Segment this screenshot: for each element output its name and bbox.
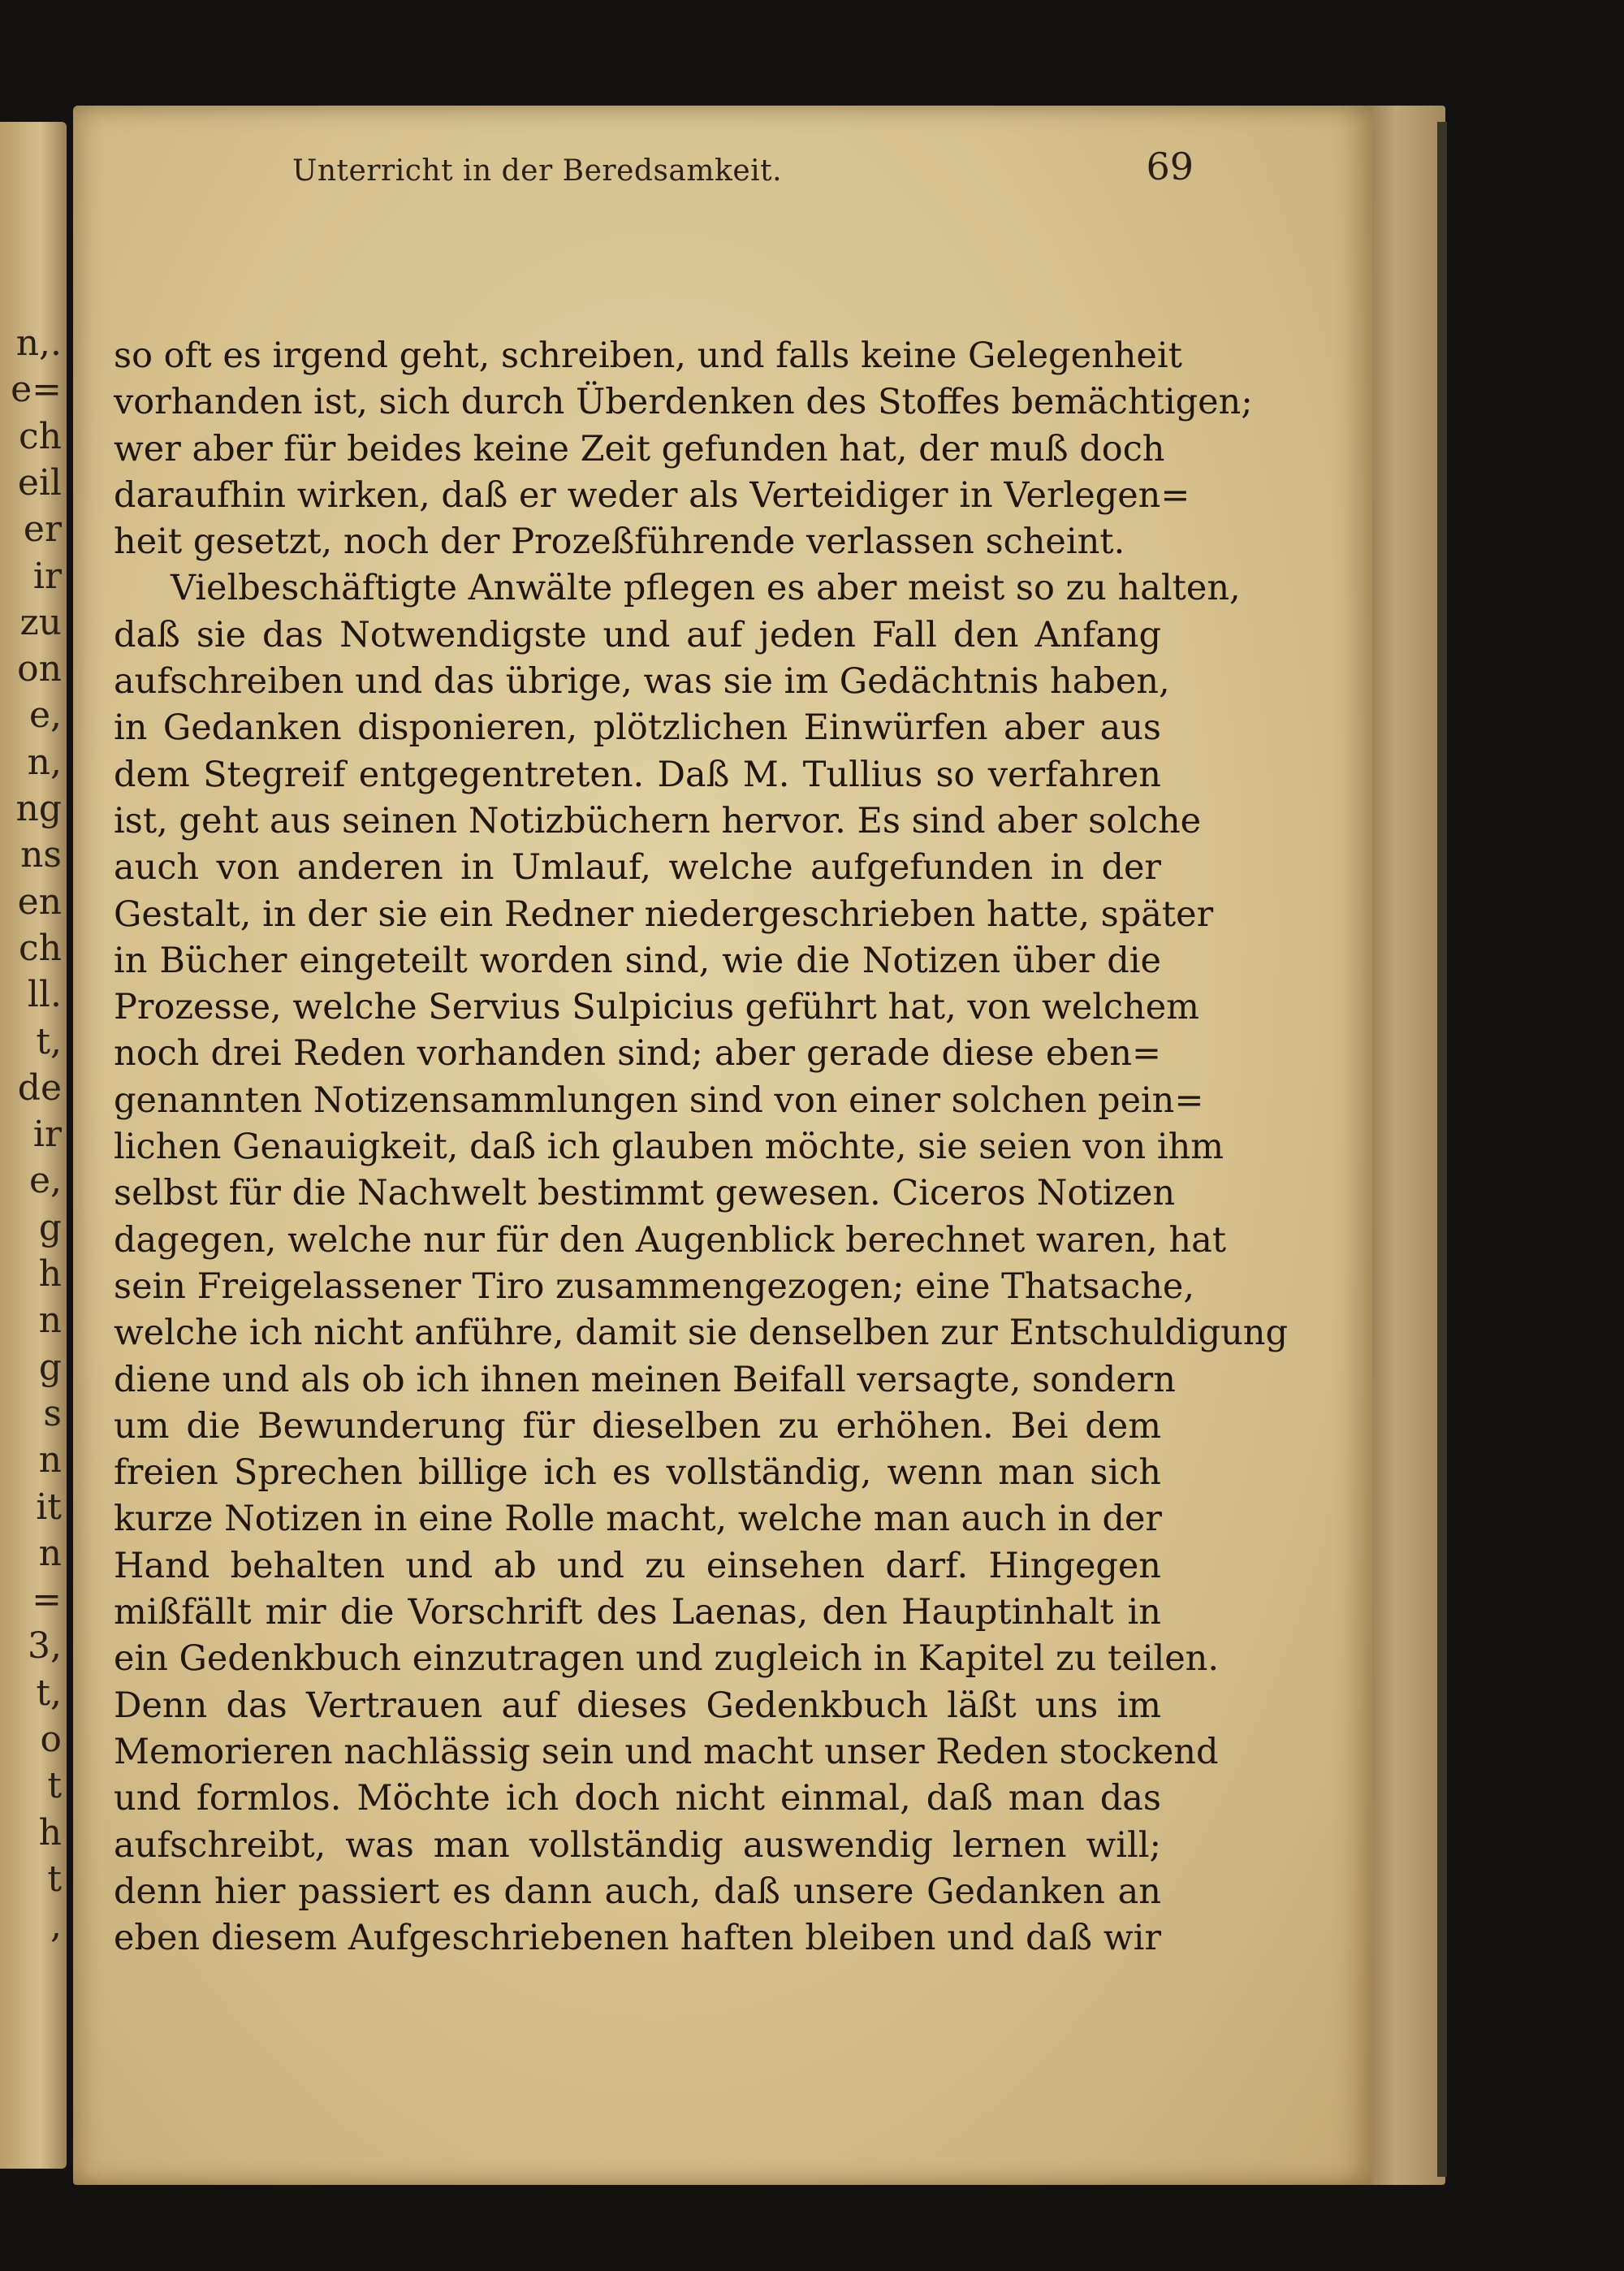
left-page-edge [0,122,67,2169]
left-page-fragment: , [50,1905,62,1947]
text-line: genannten Notizensammlungen sind von einer solchen pein= [114,1079,1204,1121]
text-line: Vielbeschäftigte Anwälte pflegen es aber meist so zu halten, [171,568,1241,609]
text-line: aufschreibt, was man vollständig auswendig lernen will; [114,1824,1161,1866]
text-line: sein Freigelassener Tiro zusammengezogen; eine Thatsache, [114,1265,1195,1307]
text-line: lichen Genauigkeit, daß ich glauben möchte, sie seien von ihm [114,1127,1224,1168]
left-page-fragment: h [38,1811,62,1854]
left-page-fragment: de [17,1066,62,1109]
left-page-fragment: t, [36,1020,62,1062]
left-page-fragment: g [38,1346,62,1388]
text-line: dem Stegreif entgegentreten. Daß M. Tullius so verfahren [114,754,1161,795]
left-page-fragment: ng [15,788,62,829]
left-page-fragment: s [43,1392,62,1434]
text-line: Denn das Vertrauen auf dieses Gedenkbuch läßt uns im [114,1685,1161,1726]
text-line: Hand behalten und ab und zu einsehen darf. Hingegen [114,1545,1161,1586]
text-line: so oft es irgend geht, schreiben, und falls keine Gelegenheit [114,335,1182,376]
text-line: in Gedanken disponieren, plötzlichen Einwürfen aber aus [114,707,1161,749]
left-page-fragment: it [36,1486,62,1528]
left-page-fragment: n,. [15,322,62,364]
left-page-fragment: ir [32,555,62,597]
text-line: daß sie das Notwendigste und auf jeden Fall den Anfang [114,614,1161,655]
left-page-fragment: h [38,1253,62,1295]
text-line: Gestalt, in der sie ein Redner niedergeschrieben hatte, später [114,893,1214,935]
text-line: ein Gedenkbuch einzutragen und zugleich in Kapitel zu teilen. [114,1638,1220,1680]
left-page-fragment: n [38,1300,62,1342]
left-page-fragment: e= [11,369,62,411]
page-header [81,145,1194,201]
left-page-fragment: t, [36,1672,62,1714]
left-page-fragment: ns [20,834,62,876]
text-line: freien Sprechen billige ich es vollständig, wenn man sich [114,1452,1161,1494]
left-page-fragment: eil [17,461,62,504]
text-line: eben diesem Aufgeschriebenen haften bleiben und daß wir [114,1918,1161,1959]
left-page-fragment: e, [28,694,62,737]
left-page-fragment: ir [32,1114,62,1156]
body-text [114,333,1289,1962]
left-page-fragment: n [38,1439,62,1482]
text-line: mißfällt mir die Vorschrift des Laenas, den Hauptinhalt in [114,1592,1161,1633]
text-line: noch drei Reden vorhanden sind; aber gerade diese eben= [114,1033,1161,1075]
text-line: Prozesse, welche Servius Sulpicius geführt hat, von welchem [114,987,1199,1028]
text-line: auch von anderen in Umlauf, welche aufgefunden in der [114,847,1161,889]
text-line: daraufhin wirken, daß er weder als Verteidiger in Verlegen= [114,474,1190,516]
running-head: Unterricht in der Beredsamkeit. [292,154,783,188]
left-page-fragment: en [17,880,62,923]
left-page-fragment: er [23,508,62,551]
left-page-fragment: t [47,1765,62,1807]
text-line: diene und als ob ich ihnen meinen Beifall versagte, sondern [114,1359,1176,1400]
left-page-fragment: ch [19,927,62,969]
left-page-fragment: ll. [27,974,62,1016]
left-page-fragment: 3, [28,1625,62,1668]
text-line: wer aber für beides keine Zeit gefunden hat, der muß doch [114,428,1165,469]
text-line: Memorieren nachlässig sein und macht unser Reden stockend [114,1731,1219,1772]
text-line: vorhanden ist, sich durch Überdenken des Stoffes bemächtigen; [114,382,1253,423]
text-line: welche ich nicht anführe, damit sie denselben zur Entschuldigung [114,1313,1289,1354]
text-line: ist, geht aus seinen Notizbüchern hervor. Es sind aber solche [114,800,1202,841]
text-line: heit gesetzt, noch der Prozeßführende verlassen scheint. [114,521,1125,563]
left-page-fragment: o [40,1719,62,1760]
left-page-fragment: t [47,1858,62,1900]
text-line: selbst für die Nachwelt bestimmt gewesen. Ciceros Notizen [114,1173,1176,1214]
left-page-fragment: n, [27,741,62,783]
book-cover-edge [1437,122,1447,2177]
text-line: kurze Notizen in eine Rolle macht, welche man auch in der [114,1499,1162,1540]
left-page-fragment: ch [19,415,62,457]
text-line: denn hier passiert es dann auch, daß unsere Gedanken an [114,1871,1161,1912]
left-page-fragment: g [38,1206,62,1248]
text-line: um die Bewunderung für dieselben zu erhöhen. Bei dem [114,1405,1161,1447]
left-page-fragment: e, [28,1160,62,1202]
text-line: dagegen, welche nur für den Augenblick berechnet waren, hat [114,1219,1226,1261]
text-line: und formlos. Möchte ich doch nicht einmal, daß man das [114,1778,1161,1819]
text-line: aufschreiben und das übrige, was sie im Gedächtnis haben, [114,661,1170,703]
left-page-fragment: = [32,1579,62,1621]
page-number: 69 [1146,145,1194,188]
left-page-fragment: n [38,1532,62,1574]
text-line: in Bücher eingeteilt worden sind, wie die Notizen über die [114,940,1161,981]
left-page-fragment: on [17,648,62,690]
left-page-fragment: zu [19,601,62,643]
